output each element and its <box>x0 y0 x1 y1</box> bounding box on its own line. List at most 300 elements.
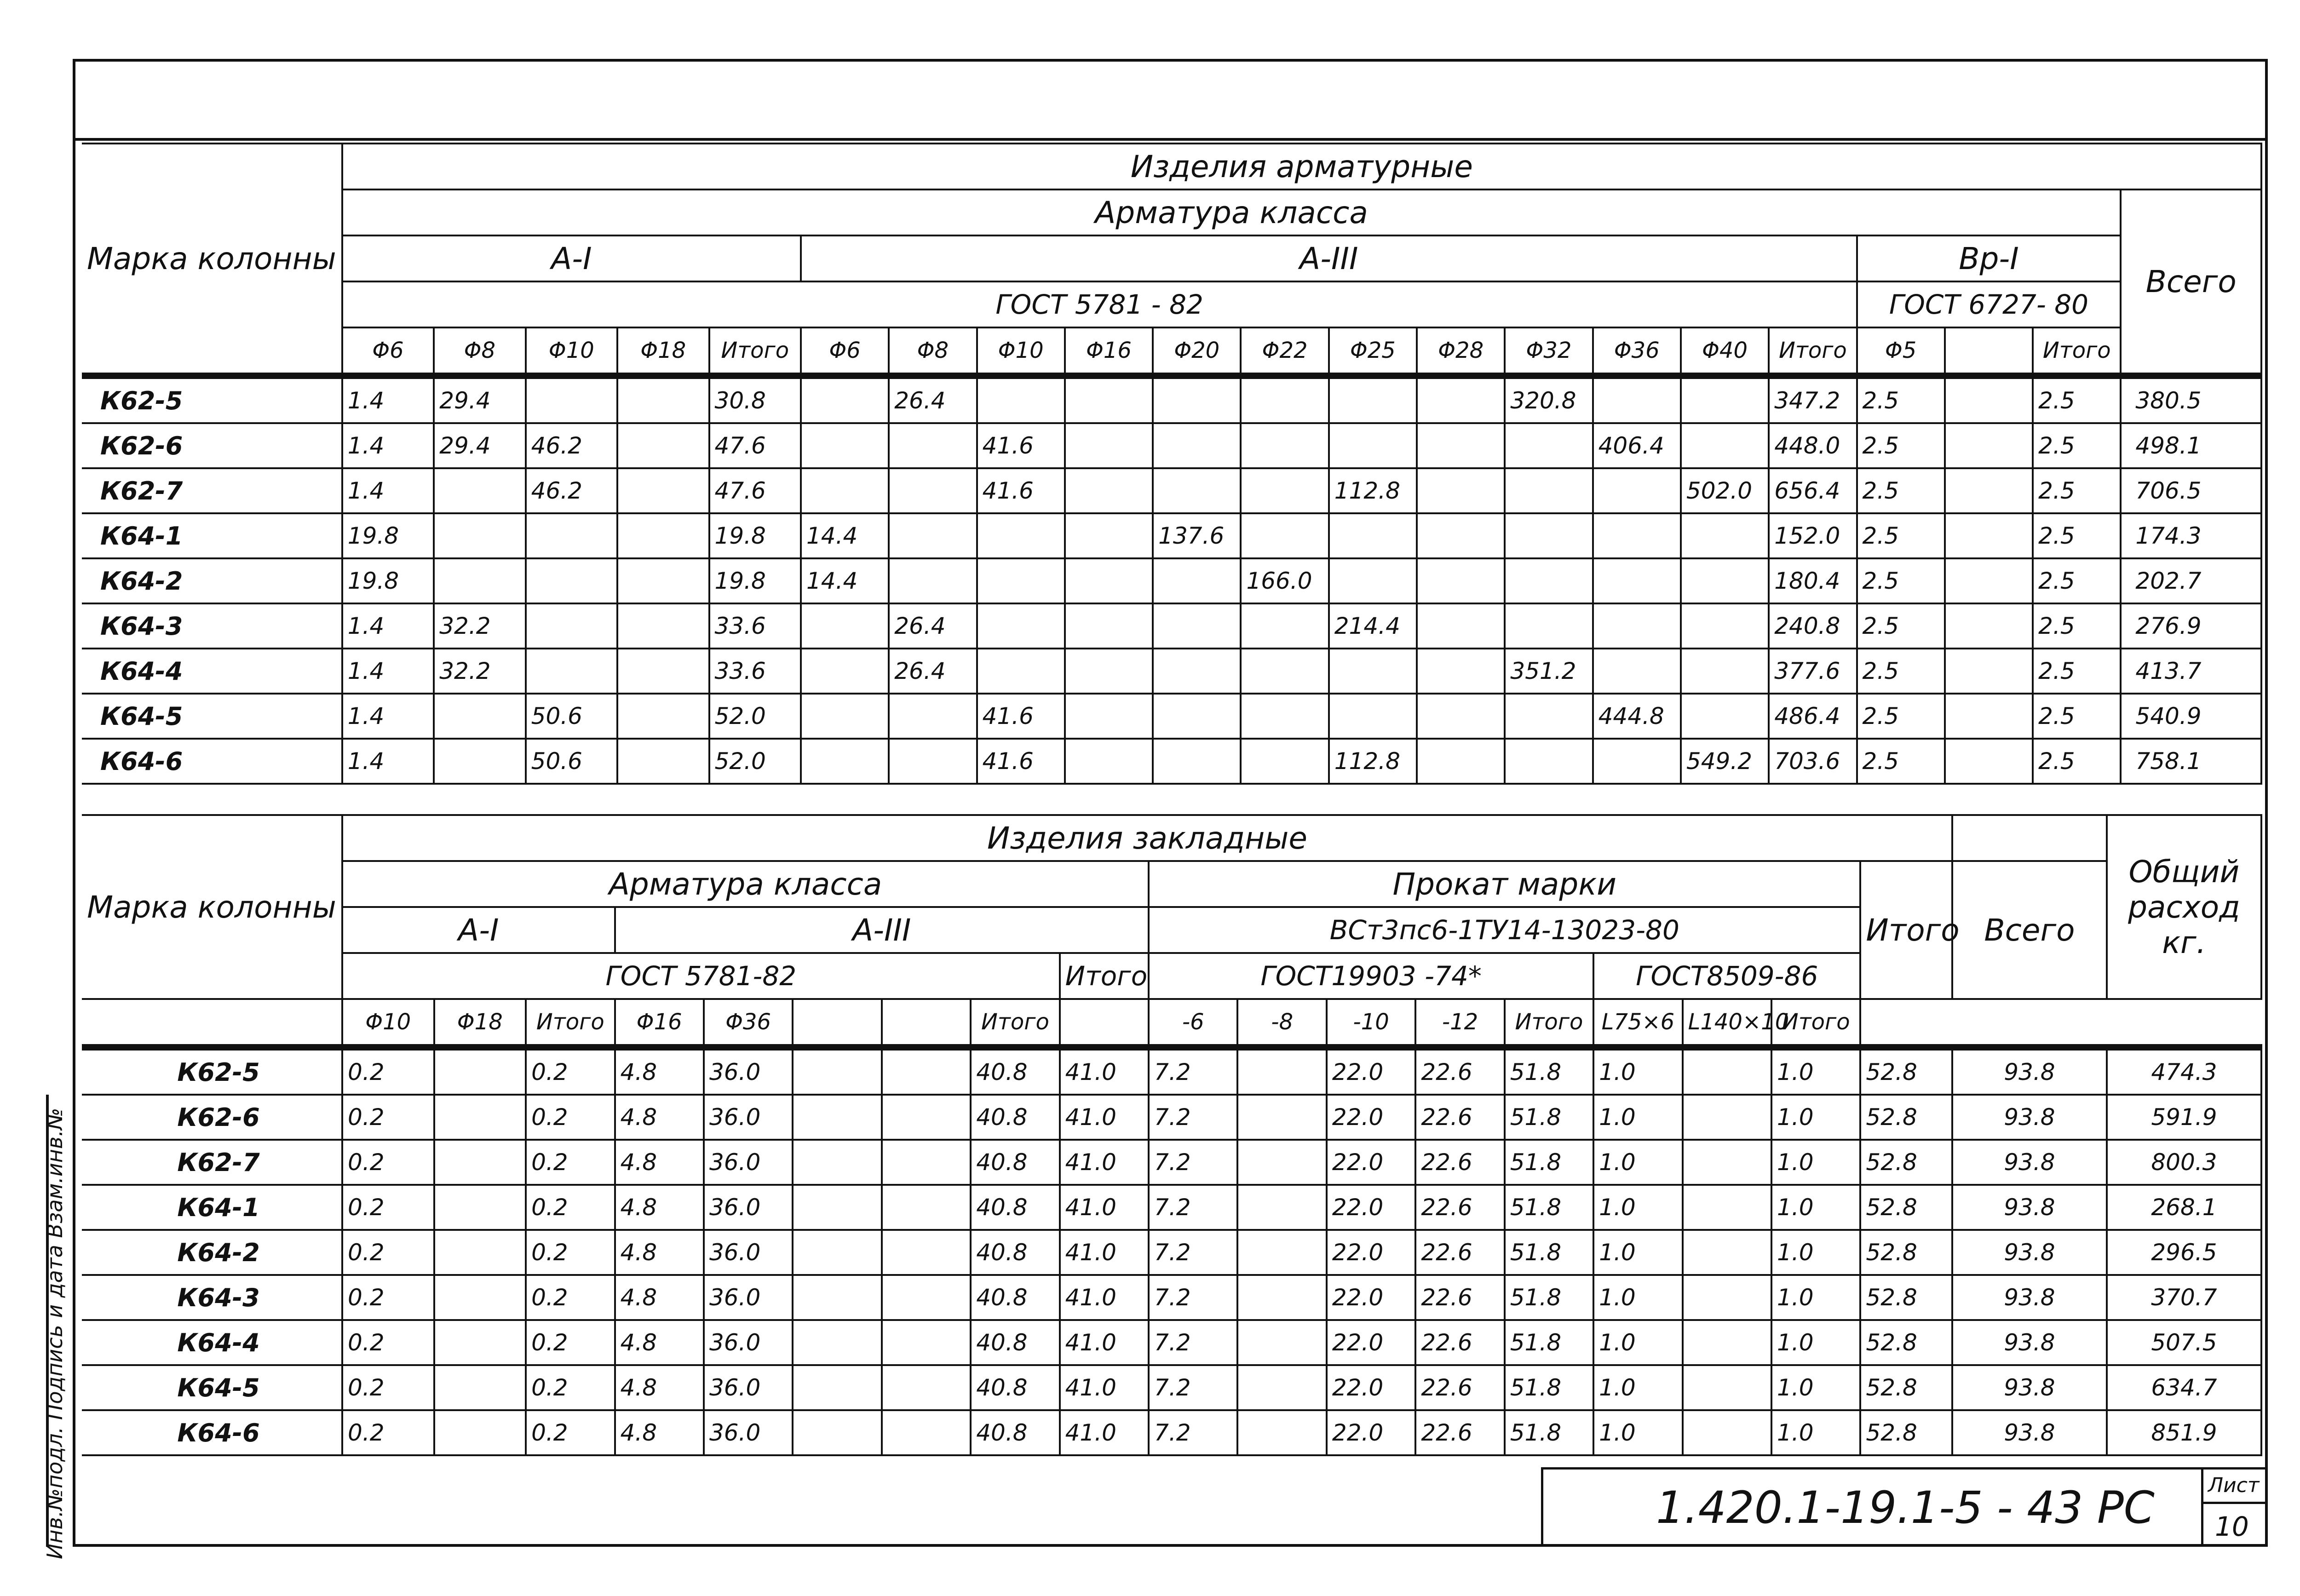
table-cell: 1.0 <box>1593 1095 1682 1140</box>
row-mark: К64-1 <box>82 513 342 558</box>
table2-column-header <box>882 999 971 1047</box>
table-cell: 36.0 <box>704 1365 793 1410</box>
table-cell: 7.2 <box>1149 1140 1237 1185</box>
table-cell: 0.2 <box>342 1140 434 1185</box>
table-cell <box>889 558 977 603</box>
table-cell <box>1237 1140 1326 1185</box>
table-cell: 50.6 <box>526 739 617 784</box>
table-cell: 4.8 <box>615 1320 704 1365</box>
table-cell <box>801 603 889 649</box>
table-cell: 1.0 <box>1593 1185 1682 1230</box>
table-cell <box>526 603 617 649</box>
table-cell <box>617 649 709 694</box>
row-total: 174.3 <box>2121 513 2261 558</box>
table-cell: 1.0 <box>1771 1410 1860 1455</box>
table-cell: 2.5 <box>1857 468 1945 513</box>
table-row <box>82 1140 2261 1185</box>
table-cell: 40.8 <box>971 1410 1059 1455</box>
row-mark: К64-2 <box>82 1230 342 1275</box>
table-cell <box>526 649 617 694</box>
table-cell: 7.2 <box>1149 1095 1237 1140</box>
table-cell <box>1065 694 1153 739</box>
table-cell: 19.8 <box>709 513 801 558</box>
table-cell: 444.8 <box>1593 694 1681 739</box>
table-cell: 33.6 <box>709 603 801 649</box>
class-a1-header-2: А-I <box>342 907 615 953</box>
table-cell: 41.0 <box>1060 1185 1149 1230</box>
table-cell <box>434 739 525 784</box>
table-cell <box>793 1047 881 1095</box>
table-cell: 14.4 <box>801 558 889 603</box>
table-cell: 166.0 <box>1241 558 1328 603</box>
table1-column-header: Итого <box>709 327 801 376</box>
gost-5781-header-2: ГОСТ 5781-82 <box>342 953 1060 999</box>
row-mark: К62-7 <box>82 1140 342 1185</box>
table-cell: 2.5 <box>2033 739 2121 784</box>
table-cell <box>793 1140 881 1185</box>
row-mark: К64-5 <box>82 694 342 739</box>
table-cell <box>1683 1230 1771 1275</box>
table-cell: 40.8 <box>971 1320 1059 1365</box>
row-mark: К64-2 <box>82 558 342 603</box>
row-mark: К64-3 <box>82 603 342 649</box>
table-cell <box>889 468 977 513</box>
table-cell <box>434 1365 526 1410</box>
table-cell: 502.0 <box>1681 468 1769 513</box>
row-total: 413.7 <box>2121 649 2261 694</box>
table-cell: 0.2 <box>526 1410 615 1455</box>
table-cell: 40.8 <box>971 1275 1059 1320</box>
table-cell <box>882 1275 971 1320</box>
table1-column-header: Φ10 <box>977 327 1065 376</box>
row-total: 758.1 <box>2121 739 2261 784</box>
table-cell <box>882 1140 971 1185</box>
row-mark: К64-4 <box>82 649 342 694</box>
table-cell <box>1241 603 1328 649</box>
table-cell: 0.2 <box>526 1095 615 1140</box>
table-cell <box>1683 1185 1771 1230</box>
table-cell <box>1945 558 2033 603</box>
table-cell: 22.0 <box>1327 1095 1415 1140</box>
table-cell: 0.2 <box>526 1047 615 1095</box>
total-header: Всего <box>2121 189 2261 376</box>
gost-5781-header: ГОСТ 5781 - 82 <box>342 281 1857 327</box>
row-grand-total: 634.7 <box>2107 1365 2261 1410</box>
table-cell: 26.4 <box>889 376 977 423</box>
table-cell: 1.0 <box>1771 1275 1860 1320</box>
table-cell <box>1329 376 1417 423</box>
table-cell <box>1153 649 1241 694</box>
table-cell <box>977 603 1065 649</box>
table-cell: 0.2 <box>526 1275 615 1320</box>
table-cell <box>801 694 889 739</box>
table-cell: 22.0 <box>1327 1230 1415 1275</box>
table-cell <box>1593 468 1681 513</box>
row-total: 380.5 <box>2121 376 2261 423</box>
table-cell <box>1237 1095 1326 1140</box>
table-cell <box>1593 649 1681 694</box>
table-cell <box>1945 739 2033 784</box>
table2-column-header: Итого <box>526 999 615 1047</box>
table-cell: 52.8 <box>1860 1140 1952 1185</box>
table-cell: 33.6 <box>709 649 801 694</box>
table-cell: 7.2 <box>1149 1365 1237 1410</box>
table-cell: 50.6 <box>526 694 617 739</box>
table-cell <box>1417 513 1505 558</box>
table-cell <box>1683 1320 1771 1365</box>
table-cell: 2.5 <box>2033 376 2121 423</box>
table-cell <box>801 739 889 784</box>
table-cell <box>1153 376 1241 423</box>
table-cell: 51.8 <box>1505 1275 1593 1320</box>
table-cell <box>1417 694 1505 739</box>
table-cell <box>434 1185 526 1230</box>
table-row <box>82 376 2261 423</box>
reinforcement-products-table <box>82 143 2262 840</box>
table-cell: 52.8 <box>1860 1095 1952 1140</box>
title-strip-line <box>73 138 2268 141</box>
table-cell: 2.5 <box>2033 468 2121 513</box>
table-cell <box>1237 1230 1326 1275</box>
table-cell <box>1683 1365 1771 1410</box>
table-row <box>82 468 2261 513</box>
table-cell: 41.0 <box>1060 1365 1149 1410</box>
table-cell <box>1241 739 1328 784</box>
row-mark: К64-1 <box>82 1185 342 1230</box>
table-cell: 1.0 <box>1593 1140 1682 1185</box>
gost-19903-header: ГОСТ19903 -74* <box>1149 953 1593 999</box>
table-cell <box>1505 558 1593 603</box>
table-cell <box>1417 649 1505 694</box>
table1-column-header: Φ36 <box>1593 327 1681 376</box>
table-cell <box>1683 1140 1771 1185</box>
table-cell: 51.8 <box>1505 1095 1593 1140</box>
table2-column-header: Итого <box>971 999 1059 1047</box>
table-cell: 51.8 <box>1505 1320 1593 1365</box>
table-cell: 52.8 <box>1860 1410 1952 1455</box>
table-cell: 22.0 <box>1327 1320 1415 1365</box>
table-row <box>82 423 2261 468</box>
table2-column-header: Φ16 <box>615 999 704 1047</box>
table-cell <box>801 376 889 423</box>
table-cell: 112.8 <box>1329 468 1417 513</box>
table-cell <box>1237 1320 1326 1365</box>
table-cell <box>1329 558 1417 603</box>
row-total: 202.7 <box>2121 558 2261 603</box>
table-cell: 7.2 <box>1149 1185 1237 1230</box>
table-cell <box>434 694 525 739</box>
row-mark: К62-6 <box>82 1095 342 1140</box>
table-cell: 4.8 <box>615 1095 704 1140</box>
table-cell <box>1241 694 1328 739</box>
table-cell: 351.2 <box>1505 649 1593 694</box>
armatura-total-header: Итого <box>1060 953 1149 999</box>
table-cell: 52.8 <box>1860 1320 1952 1365</box>
table-cell <box>526 513 617 558</box>
row-mark: К62-5 <box>82 1047 342 1095</box>
title-gap <box>1952 815 2107 861</box>
table-cell <box>977 513 1065 558</box>
table-row <box>82 1185 2261 1230</box>
table-cell: 22.0 <box>1327 1185 1415 1230</box>
table-cell <box>1417 739 1505 784</box>
table-cell: 36.0 <box>704 1095 793 1140</box>
table-cell <box>1417 423 1505 468</box>
table-cell <box>1417 558 1505 603</box>
table-cell: 41.0 <box>1060 1047 1149 1095</box>
table-cell: 46.2 <box>526 468 617 513</box>
table-cell: 1.4 <box>342 376 434 423</box>
table-cell <box>1945 468 2033 513</box>
table-cell: 1.4 <box>342 423 434 468</box>
table-cell: 32.2 <box>434 603 525 649</box>
table-cell: 137.6 <box>1153 513 1241 558</box>
table-cell <box>1329 649 1417 694</box>
table1-column-header: Φ6 <box>801 327 889 376</box>
table-cell <box>889 423 977 468</box>
table-cell <box>434 1140 526 1185</box>
row-mark: К62-7 <box>82 468 342 513</box>
table-cell <box>882 1410 971 1455</box>
row-mark: К64-6 <box>82 739 342 784</box>
table-cell: 41.0 <box>1060 1230 1149 1275</box>
table-cell: 0.2 <box>342 1365 434 1410</box>
table-cell <box>1237 1365 1326 1410</box>
table-cell: 22.0 <box>1327 1275 1415 1320</box>
table-cell: 22.6 <box>1415 1410 1504 1455</box>
table-cell <box>1237 1047 1326 1095</box>
table-cell <box>1065 423 1153 468</box>
table-cell: 22.0 <box>1327 1047 1415 1095</box>
class-bp1-header: Вр-I <box>1857 235 2121 281</box>
table-row <box>82 1320 2261 1365</box>
prokat-header: Прокат марки <box>1149 861 1860 907</box>
grand-total-header-text: Общий расход кг. <box>2128 854 2240 960</box>
table-cell: 2.5 <box>2033 513 2121 558</box>
steel-grade-header: ВСт3пс6-1ТУ14-13023-80 <box>1149 907 1860 953</box>
table-cell: 41.0 <box>1060 1140 1149 1185</box>
table-cell: 1.0 <box>1593 1230 1682 1275</box>
table1-column-header: Φ8 <box>434 327 525 376</box>
table-cell <box>801 649 889 694</box>
table-cell: 2.5 <box>2033 694 2121 739</box>
table-cell <box>1153 694 1241 739</box>
table-cell: 41.6 <box>977 739 1065 784</box>
total-header-2: Всего <box>1952 861 2107 999</box>
prokat-total-header: Итого <box>1860 861 1952 999</box>
document-code: 1.420.1-19.1-5 - 43 РС <box>1656 1482 2155 1533</box>
table-cell: 46.2 <box>526 423 617 468</box>
table-cell: 4.8 <box>615 1410 704 1455</box>
table-cell <box>1593 376 1681 423</box>
table-cell: 22.6 <box>1415 1140 1504 1185</box>
table-cell <box>1237 1275 1326 1320</box>
table-cell: 2.5 <box>1857 376 1945 423</box>
table2-column-header: -8 <box>1237 999 1326 1047</box>
table-row <box>82 1095 2261 1140</box>
table-cell <box>1153 739 1241 784</box>
class-a1-header: А-I <box>342 235 801 281</box>
table-cell: 320.8 <box>1505 376 1593 423</box>
table-cell: 52.8 <box>1860 1230 1952 1275</box>
table-cell <box>1065 603 1153 649</box>
table-cell: 14.4 <box>801 513 889 558</box>
table-cell: 51.8 <box>1505 1230 1593 1275</box>
table-cell: 112.8 <box>1329 739 1417 784</box>
table-cell: 7.2 <box>1149 1410 1237 1455</box>
table-cell: 4.8 <box>615 1365 704 1410</box>
table-cell: 19.8 <box>709 558 801 603</box>
table-cell <box>1065 739 1153 784</box>
table-cell: 549.2 <box>1681 739 1769 784</box>
table-cell: 7.2 <box>1149 1230 1237 1275</box>
row-total: 93.8 <box>1952 1275 2107 1320</box>
table-cell <box>617 694 709 739</box>
table-cell <box>889 739 977 784</box>
side-stamp-label: Инв.№подл. Подпись и дата Взам.инв.№ <box>42 1108 67 1559</box>
mark-subheader-blank <box>82 999 342 1047</box>
table-cell: 40.8 <box>971 1140 1059 1185</box>
table-cell: 22.6 <box>1415 1275 1504 1320</box>
table-cell <box>1945 513 2033 558</box>
table-cell: 7.2 <box>1149 1275 1237 1320</box>
table-cell <box>882 1095 971 1140</box>
table1-column-header: Итого <box>1769 327 1857 376</box>
table-cell: 0.2 <box>526 1140 615 1185</box>
table-cell <box>1417 468 1505 513</box>
table2-column-header: -6 <box>1149 999 1237 1047</box>
row-total: 93.8 <box>1952 1185 2107 1230</box>
table2-column-header: L75×6 <box>1593 999 1682 1047</box>
table-cell <box>801 423 889 468</box>
table-cell: 0.2 <box>342 1047 434 1095</box>
table2-column-header: Φ10 <box>342 999 434 1047</box>
table-cell: 1.0 <box>1771 1140 1860 1185</box>
table-cell: 1.0 <box>1771 1047 1860 1095</box>
table-cell: 214.4 <box>1329 603 1417 649</box>
table-cell <box>793 1410 881 1455</box>
row-grand-total: 268.1 <box>2107 1185 2261 1230</box>
table1-column-header: Φ8 <box>889 327 977 376</box>
table-cell: 1.4 <box>342 468 434 513</box>
table-row <box>82 1365 2261 1410</box>
table-cell <box>1329 513 1417 558</box>
table-cell: 51.8 <box>1505 1365 1593 1410</box>
table-cell <box>882 1047 971 1095</box>
gost-8509-header: ГОСТ8509-86 <box>1593 953 1860 999</box>
table1-column-header: Φ10 <box>526 327 617 376</box>
table1-column-header: Φ5 <box>1857 327 1945 376</box>
table-cell: 1.0 <box>1593 1365 1682 1410</box>
table-cell: 36.0 <box>704 1275 793 1320</box>
table-cell <box>1153 558 1241 603</box>
table-cell <box>434 1230 526 1275</box>
table-cell <box>1237 1185 1326 1230</box>
table-cell <box>793 1185 881 1230</box>
grand-total-header <box>2107 815 2261 999</box>
table-cell: 1.4 <box>342 649 434 694</box>
table-cell: 47.6 <box>709 423 801 468</box>
table2-column-header: L140×10 <box>1683 999 1771 1047</box>
row-grand-total: 851.9 <box>2107 1410 2261 1455</box>
table-cell: 0.2 <box>342 1275 434 1320</box>
table-cell: 377.6 <box>1769 649 1857 694</box>
table-cell <box>1417 376 1505 423</box>
table-cell: 51.8 <box>1505 1185 1593 1230</box>
table-cell <box>1945 423 2033 468</box>
row-total: 93.8 <box>1952 1047 2107 1095</box>
table-row <box>82 1275 2261 1320</box>
title-block-divider <box>2201 1467 2203 1547</box>
table-cell: 0.2 <box>342 1095 434 1140</box>
table-cell <box>434 513 525 558</box>
table-cell <box>977 376 1065 423</box>
table-cell: 22.0 <box>1327 1140 1415 1185</box>
table-cell <box>1683 1410 1771 1455</box>
table-cell <box>1593 513 1681 558</box>
row-grand-total: 474.3 <box>2107 1047 2261 1095</box>
table-row <box>82 1410 2261 1455</box>
table1-column-header: Φ28 <box>1417 327 1505 376</box>
table-cell <box>793 1230 881 1275</box>
table-cell: 40.8 <box>971 1047 1059 1095</box>
table-cell <box>1681 694 1769 739</box>
table-cell: 180.4 <box>1769 558 1857 603</box>
table-cell: 41.0 <box>1060 1095 1149 1140</box>
row-total: 276.9 <box>2121 603 2261 649</box>
table-row <box>82 603 2261 649</box>
table-cell <box>617 423 709 468</box>
table2-column-header: Φ18 <box>434 999 526 1047</box>
table1-title: Изделия арматурные <box>342 144 2261 189</box>
table-cell: 0.2 <box>342 1410 434 1455</box>
table-cell: 52.8 <box>1860 1185 1952 1230</box>
table-cell: 347.2 <box>1769 376 1857 423</box>
table-cell <box>1329 423 1417 468</box>
table-cell <box>1241 649 1328 694</box>
table-row <box>82 513 2261 558</box>
table-cell: 22.6 <box>1415 1230 1504 1275</box>
table-cell <box>617 376 709 423</box>
table-cell <box>1505 423 1593 468</box>
table-cell: 32.2 <box>434 649 525 694</box>
class-a3-header: А-III <box>801 235 1857 281</box>
table-cell: 0.2 <box>526 1185 615 1230</box>
table-row <box>82 558 2261 603</box>
table-cell: 47.6 <box>709 468 801 513</box>
sheet-box-divider <box>2201 1502 2268 1504</box>
table-cell: 448.0 <box>1769 423 1857 468</box>
table-cell: 41.0 <box>1060 1320 1149 1365</box>
table-cell <box>1505 603 1593 649</box>
table-cell: 51.8 <box>1505 1410 1593 1455</box>
table-cell: 4.8 <box>615 1230 704 1275</box>
table-cell: 1.0 <box>1771 1185 1860 1230</box>
table-cell <box>801 468 889 513</box>
table-cell <box>1683 1095 1771 1140</box>
table-cell <box>1945 603 2033 649</box>
table-cell <box>882 1185 971 1230</box>
table-cell <box>1681 649 1769 694</box>
table-cell: 152.0 <box>1769 513 1857 558</box>
table-cell: 22.6 <box>1415 1365 1504 1410</box>
table-row <box>82 1230 2261 1275</box>
table-cell: 1.0 <box>1771 1320 1860 1365</box>
table-cell <box>434 1275 526 1320</box>
table-cell: 22.6 <box>1415 1047 1504 1095</box>
row-mark: К62-5 <box>82 376 342 423</box>
table-cell: 703.6 <box>1769 739 1857 784</box>
